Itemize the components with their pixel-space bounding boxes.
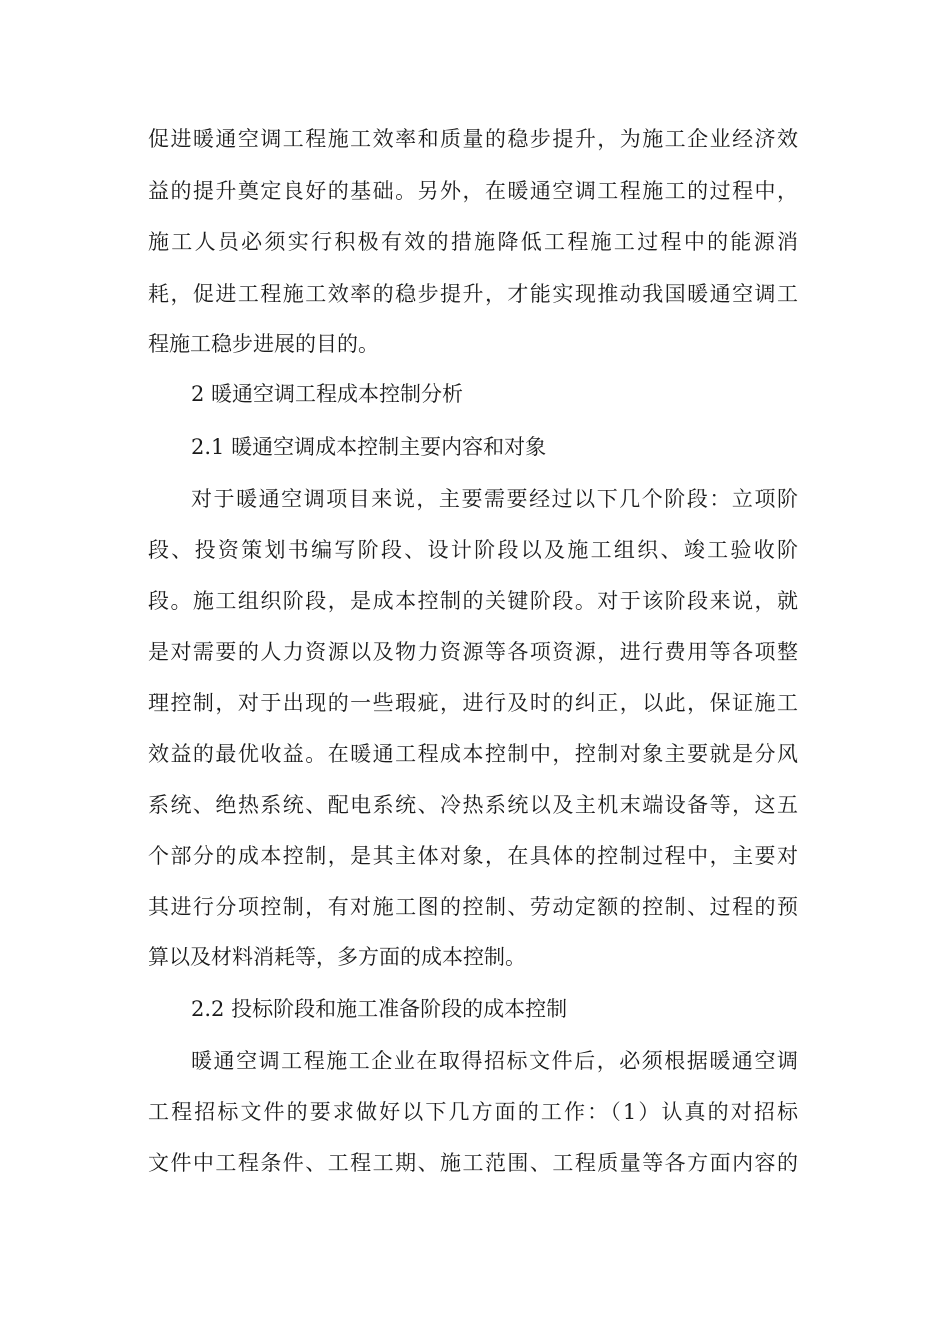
body-text-line: 其进行分项控制，有对施工图的控制、劳动定额的控制、过程的预 <box>148 895 798 919</box>
body-text-line: 算以及材料消耗等，多方面的成本控制。 <box>148 945 526 969</box>
body-text-line: 益的提升奠定良好的基础。另外，在暖通空调工程施工的过程中， <box>148 179 798 203</box>
body-text-line: 施工人员必须实行积极有效的措施降低工程施工过程中的能源消 <box>148 230 798 254</box>
body-text-line: 效益的最优收益。在暖通工程成本控制中，控制对象主要就是分风 <box>148 742 798 766</box>
subsection-heading: 2.1 暖通空调成本控制主要内容和对象 <box>191 435 547 459</box>
body-text-line: 促进暖通空调工程施工效率和质量的稳步提升，为施工企业经济效 <box>148 127 798 151</box>
body-text-line: 暖通空调工程施工企业在取得招标文件后，必须根据暖通空调 <box>191 1049 798 1073</box>
body-text-line: 段。施工组织阶段，是成本控制的关键阶段。对于该阶段来说，就 <box>148 589 798 613</box>
body-text-line: 对于暖通空调项目来说，主要需要经过以下几个阶段：立项阶 <box>191 487 798 511</box>
body-text-line: 程施工稳步进展的目的。 <box>148 332 379 356</box>
body-text-line: 系统、绝热系统、配电系统、冷热系统以及主机末端设备等，这五 <box>148 793 798 817</box>
body-text-line: 工程招标文件的要求做好以下几方面的工作：（1）认真的对招标 <box>148 1100 798 1124</box>
subsection-heading: 2.2 投标阶段和施工准备阶段的成本控制 <box>191 997 568 1021</box>
body-text-line: 是对需要的人力资源以及物力资源等各项资源，进行费用等各项整 <box>148 640 798 664</box>
body-text-line: 理控制，对于出现的一些瑕疵，进行及时的纠正，以此，保证施工 <box>148 691 798 715</box>
section-heading: 2 暖通空调工程成本控制分析 <box>191 382 464 406</box>
body-text-line: 耗，促进工程施工效率的稳步提升，才能实现推动我国暖通空调工 <box>148 282 798 306</box>
body-text-line: 段、投资策划书编写阶段、设计阶段以及施工组织、竣工验收阶 <box>148 538 798 562</box>
body-text-line: 个部分的成本控制，是其主体对象，在具体的控制过程中，主要对 <box>148 844 798 868</box>
body-text-line: 文件中工程条件、工程工期、施工范围、工程质量等各方面内容的 <box>148 1151 798 1175</box>
